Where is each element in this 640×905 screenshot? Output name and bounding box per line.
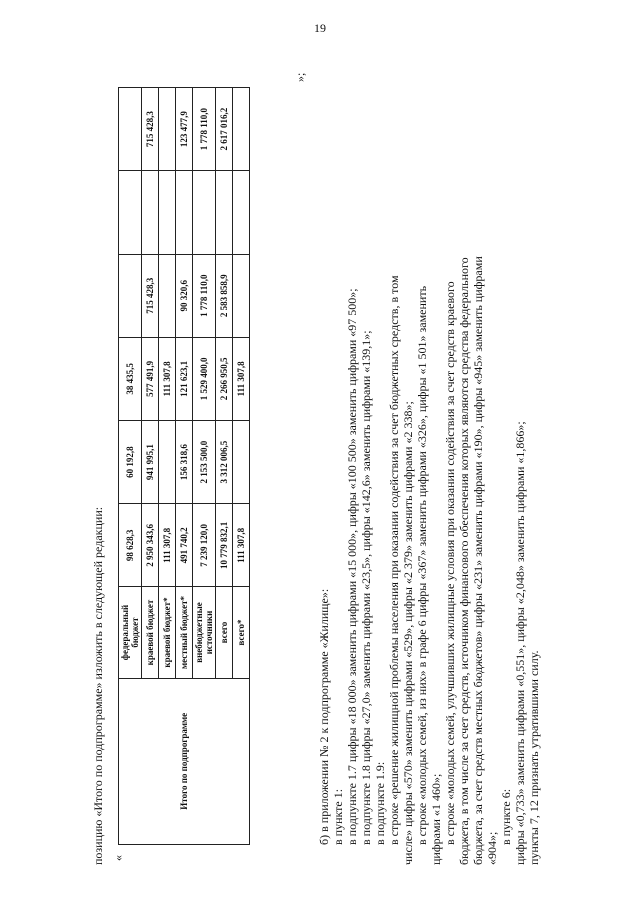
table-cell: 491 740,2 <box>176 504 193 587</box>
table-cell <box>159 88 176 171</box>
row-label: местный бюджет* <box>176 587 193 678</box>
paragraph-line: в строке «молодых семей, улучшивших жилищные условия при оказании содействия за счет средств краевого <box>443 281 457 845</box>
table-cell <box>176 171 193 254</box>
paragraph-line: в подпункте 1.8 цифры «27,0» заменить цифрами «23,5», цифры «142,6» заменить цифрами «139,1»; <box>359 330 373 845</box>
paragraph-line: в строке «молодых семей, из них» в графе 6 цифры «367» заменить цифрами «326», цифры «1 501» заменить <box>415 285 429 845</box>
paragraph-line: бюджета, за счет средств местных бюджетов» цифры «231» заменить цифрами «190», цифры «945» заменить цифрами <box>471 256 485 865</box>
table-cell <box>233 171 250 254</box>
table-cell: 2 950 343,6 <box>142 504 159 587</box>
table-cell: 38 435,5 <box>119 337 142 420</box>
paragraph-line: в пункте 1: <box>331 788 345 845</box>
paragraph-line: пункты 7, 12 признать утратившими силу. <box>527 650 541 865</box>
row-label: федеральный бюджет <box>119 587 142 678</box>
table-cell: 111 307,8 <box>233 504 250 587</box>
table-cell: 123 477,9 <box>176 88 193 171</box>
row-label: краевой бюджет* <box>159 587 176 678</box>
table-cell: 7 239 120,0 <box>193 504 216 587</box>
table-cell: 1 778 110,0 <box>193 88 216 171</box>
table-cell: 2 617 016,2 <box>216 88 233 171</box>
table-cell: 715 428,3 <box>142 88 159 171</box>
row-label: краевой бюджет <box>142 587 159 678</box>
paragraph-line: в пункте 6: <box>499 788 513 845</box>
table-cell <box>159 171 176 254</box>
table-cell <box>233 421 250 504</box>
table-cell: 577 491,9 <box>142 337 159 420</box>
row-header: Итого по подпрограмме <box>119 678 250 844</box>
table-cell <box>159 254 176 337</box>
paragraph-line: «904»; <box>485 831 499 865</box>
table-cell <box>119 88 142 171</box>
budget-table <box>118 87 308 845</box>
table-cell: 1 778 110,0 <box>193 254 216 337</box>
table-cell <box>193 171 216 254</box>
row-label: всего <box>216 587 233 678</box>
paragraph-line: цифры «0,733» заменить цифрами «0,551», цифры «2,048» заменить цифрами «1,866»; <box>513 421 527 865</box>
close-quote: »; <box>293 72 307 82</box>
paragraph-line: числе» цифры «570» заменить цифрами «529», цифры «2 379» заменить цифрами «2 338»; <box>401 401 415 865</box>
rotated-content <box>85 45 541 865</box>
table-cell: 715 428,3 <box>142 254 159 337</box>
table-cell <box>233 254 250 337</box>
paragraph-line: б) в приложении № 2 к подпрограмме «Жилище»: <box>317 588 331 845</box>
table-cell: 111 307,8 <box>233 337 250 420</box>
table-cell: 3 312 006,5 <box>216 421 233 504</box>
page-number: 19 <box>314 21 326 35</box>
table-cell: 60 192,8 <box>119 421 142 504</box>
table-cell: 90 320,6 <box>176 254 193 337</box>
table-cell: 2 266 950,5 <box>216 337 233 420</box>
table-cell <box>142 171 159 254</box>
open-quote: « <box>111 855 125 861</box>
table-row <box>119 88 142 845</box>
paragraph-line: бюджета, в том числе за счет средств, источником финансового обеспечения которых являются средства федерального <box>457 257 471 865</box>
table-cell: 98 628,3 <box>119 504 142 587</box>
paragraph-line: в подпункте 1.9: <box>373 761 387 845</box>
table-cell: 2 153 500,0 <box>193 421 216 504</box>
paragraph-line: в строке «решение жилищной проблемы населения при оказании содействия за счет бюджетных средств, в том <box>387 275 401 845</box>
row-label: внебюджетные источники <box>193 587 216 678</box>
table-cell: 10 779 832,1 <box>216 504 233 587</box>
table-cell <box>119 171 142 254</box>
table-cell: 2 583 858,9 <box>216 254 233 337</box>
table-cell: 121 623,1 <box>176 337 193 420</box>
table-cell <box>159 421 176 504</box>
table-cell <box>119 254 142 337</box>
table-cell: 156 318,6 <box>176 421 193 504</box>
table-cell: 111 307,8 <box>159 504 176 587</box>
row-label: всего* <box>233 587 250 678</box>
table-cell: 941 995,1 <box>142 421 159 504</box>
table-cell: 111 307,8 <box>159 337 176 420</box>
table-cell <box>233 88 250 171</box>
table-cell: 1 529 400,0 <box>193 337 216 420</box>
table-cell <box>216 171 233 254</box>
intro-text: позицию «Итого по подпрограмме» изложить в следующей редакции: <box>91 506 105 865</box>
paragraph-line: в подпункте 1.7 цифры «18 000» заменить цифрами «15 000», цифры «100 500» заменить цифрами «97 500»; <box>345 288 359 845</box>
paragraph-line: цифрами «1 460»; <box>429 773 443 865</box>
